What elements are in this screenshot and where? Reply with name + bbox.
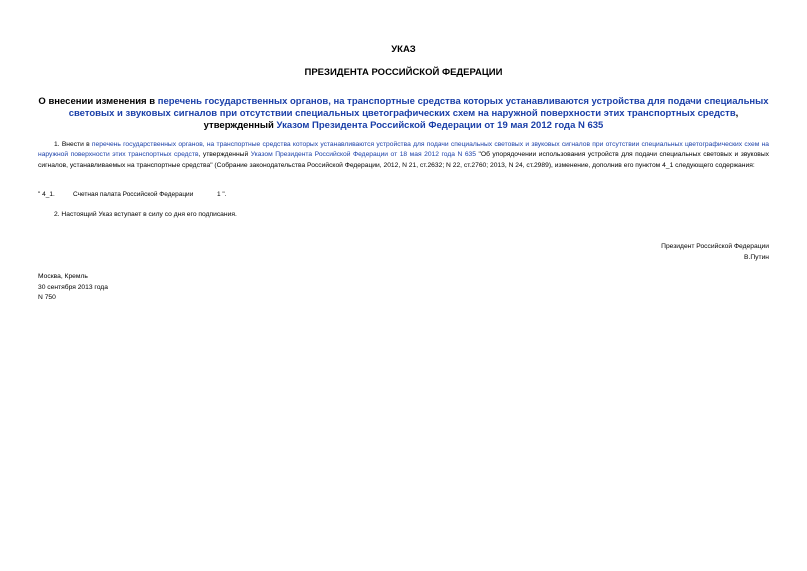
paragraph-1-link-list[interactable]: перечень государственных органов, на транспортные средства которых устанавливаются устройства для подачи специальных световых и звуковых сигналов при отсутствии специальных цветографических схем на наружной поверхности этих транспортных средств xyxy=(38,141,769,159)
paragraph-1-suffix: "Об упорядочении использования устройств для подачи специальных световых и звуковых сигналов, устанавливаемых на транспортные средства" (Собрание законодательства Российской Федерации, 2012, N 21, ст.2632; N 22, ст.2760; 2013, N 24, ст.2989), изменение, дополнив его пунктом 4_1 следующего содержания: xyxy=(38,151,769,169)
paragraph-1-prefix: 1. Внести в xyxy=(54,141,92,148)
table-row-number: " 4_1. xyxy=(38,191,55,198)
paragraph-1-link-decree[interactable]: Указом Президента Российской Федерации от 18 мая 2012 года N 635 xyxy=(250,151,476,159)
paragraph-1 xyxy=(38,140,769,171)
heading-link-list[interactable]: перечень государственных органов, на транспортные средства которых устанавливаются устройства для подачи специальных световых и звуковых сигналов при отсутствии специальных цветографических схем на наружной поверхности этих транспортных средств xyxy=(68,96,769,119)
paragraph-1-middle: , утвержденный xyxy=(198,151,251,159)
document-subtitle: ПРЕЗИДЕНТА РОССИЙСКОЙ ФЕДЕРАЦИИ xyxy=(304,67,503,78)
heading-middle: , утвержденный xyxy=(203,108,739,131)
table-row-name: Счетная палата Российской Федерации xyxy=(73,191,194,198)
table-row-count: 1 ". xyxy=(217,191,227,198)
heading-link-decree[interactable]: Указом Президента Российской Федерации от 19 мая 2012 года N 635 xyxy=(276,120,604,131)
document-heading xyxy=(34,96,773,132)
place: Москва, Кремль xyxy=(38,273,88,280)
decree-number: N 750 xyxy=(38,294,56,301)
date: 30 сентября 2013 года xyxy=(38,283,108,291)
signature-position: Президент Российской Федерации xyxy=(661,243,769,250)
signature-name: В.Путин xyxy=(744,253,769,261)
document-title: УКАЗ xyxy=(391,44,416,55)
place-date-block xyxy=(38,272,108,304)
paragraph-2: 2. Настоящий Указ вступает в силу со дня его подписания. xyxy=(54,211,237,218)
signature-block xyxy=(661,242,769,263)
heading-prefix: О внесении изменения в xyxy=(38,96,158,107)
